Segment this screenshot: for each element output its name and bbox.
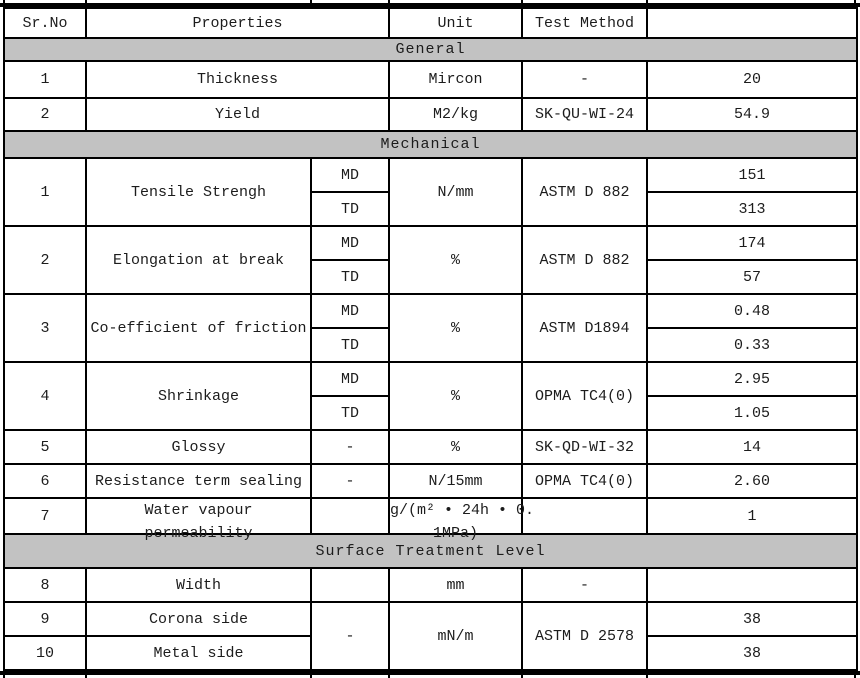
cell-property: Elongation at break: [86, 226, 311, 294]
table-row: [4, 226, 857, 260]
cell-value: 2.60: [647, 464, 857, 498]
grid-stub: [854, 0, 856, 3]
section-label-mechanical: Mechanical: [4, 131, 857, 158]
cell-test-method: -: [522, 568, 647, 602]
cell-test-method: SK-QU-WI-24: [522, 98, 647, 131]
grid-stub: [85, 0, 87, 3]
cell-sr-no: 4: [4, 362, 86, 430]
header-unit: Unit: [389, 8, 522, 38]
cell-direction-td: TD: [311, 396, 389, 430]
cell-value-td: 57: [647, 260, 857, 294]
cell-direction: -: [311, 430, 389, 464]
table-row: [4, 602, 857, 636]
section-label-general: General: [4, 38, 857, 61]
section-row-mechanical: [4, 131, 857, 158]
cell-direction-td: TD: [311, 328, 389, 362]
cell-sr-no: 1: [4, 158, 86, 226]
cell-value: 20: [647, 61, 857, 98]
cell-test-method: SK-QD-WI-32: [522, 430, 647, 464]
cell-value-md: 0.48: [647, 294, 857, 328]
table-row: [4, 464, 857, 498]
cell-unit: [389, 498, 535, 542]
section-row-surface: [4, 534, 857, 568]
cell-value: 54.9: [647, 98, 857, 131]
table-row: [4, 158, 857, 192]
cell-value-md: 174: [647, 226, 857, 260]
cell-value-td: 1.05: [647, 396, 857, 430]
section-label-surface: Surface Treatment Level: [4, 534, 857, 568]
header-properties: Properties: [86, 8, 389, 38]
grid-stub: [521, 0, 523, 3]
table-row: [4, 294, 857, 328]
cell-test-method: ASTM D 882: [522, 226, 647, 294]
cell-unit: M2/kg: [389, 98, 522, 131]
cell-direction-td: TD: [311, 260, 389, 294]
table-row: [4, 430, 857, 464]
cell-sr-no: 3: [4, 294, 86, 362]
cell-sr-no: 7: [4, 498, 86, 534]
grid-stub: [388, 0, 390, 3]
table-header-row: [4, 8, 857, 38]
cell-test-method: OPMA TC4(0): [522, 464, 647, 498]
cell-property: Resistance term sealing: [86, 464, 311, 498]
grid-stub: [3, 0, 5, 3]
cell-unit: %: [389, 294, 522, 362]
cell-property: Yield: [86, 98, 389, 131]
cell-unit: %: [389, 362, 522, 430]
property-line-2-clipped: permeability: [144, 525, 253, 542]
table-row: [4, 98, 857, 131]
cell-unit: N/mm: [389, 158, 522, 226]
cell-value: 14: [647, 430, 857, 464]
cell-test-method: ASTM D 2578: [522, 602, 647, 670]
cell-direction-md: MD: [311, 294, 389, 328]
cell-unit: mN/m: [389, 602, 522, 670]
header-sr-no: Sr.No: [4, 8, 86, 38]
cell-direction-md: MD: [311, 362, 389, 396]
header-value: [647, 8, 857, 38]
cell-property: Glossy: [86, 430, 311, 464]
cell-sr-no: 1: [4, 61, 86, 98]
section-row-general: [4, 38, 857, 61]
properties-table: [3, 7, 858, 671]
cell-value-md: 151: [647, 158, 857, 192]
cell-sr-no: 10: [4, 636, 86, 670]
cell-direction: -: [311, 464, 389, 498]
cell-direction: [311, 568, 389, 602]
cell-test-method: OPMA TC4(0): [522, 362, 647, 430]
cell-sr-no: 2: [4, 98, 86, 131]
unit-line-1: g/(m² • 24h • 0.: [390, 502, 535, 519]
cell-direction: -: [311, 602, 389, 670]
cell-sr-no: 9: [4, 602, 86, 636]
cell-test-method: ASTM D1894: [522, 294, 647, 362]
grid-stub: [646, 0, 648, 3]
cell-property: Width: [86, 568, 311, 602]
cell-value: 38: [647, 602, 857, 636]
cell-value-td: 313: [647, 192, 857, 226]
cell-property: Thickness: [86, 61, 389, 98]
cell-unit: Mircon: [389, 61, 522, 98]
cell-value: 38: [647, 636, 857, 670]
cell-property: [86, 498, 311, 542]
cell-direction-td: TD: [311, 192, 389, 226]
cell-sr-no: 8: [4, 568, 86, 602]
cell-test-method: [522, 498, 647, 534]
cell-sr-no: 6: [4, 464, 86, 498]
table-row: [4, 568, 857, 602]
cell-direction-md: MD: [311, 158, 389, 192]
table-row: [4, 498, 857, 534]
cell-sr-no: 2: [4, 226, 86, 294]
cell-unit: N/15mm: [389, 464, 522, 498]
table-row: [4, 61, 857, 98]
cell-value-td: 0.33: [647, 328, 857, 362]
cell-test-method: -: [522, 61, 647, 98]
cell-unit: mm: [389, 568, 522, 602]
unit-line-2-clipped: 1MPa): [433, 525, 479, 542]
cell-property: Tensile Strengh: [86, 158, 311, 226]
grid-stub: [310, 0, 312, 3]
cell-unit: %: [389, 226, 522, 294]
cell-property: Shrinkage: [86, 362, 311, 430]
property-line-1: Water vapour: [144, 502, 253, 519]
cell-property: Corona side: [86, 602, 311, 636]
cell-property: Metal side: [86, 636, 311, 670]
cell-value: [647, 568, 857, 602]
cell-sr-no: 5: [4, 430, 86, 464]
clipped-row-top: [0, 0, 860, 3]
cell-value: 1: [647, 498, 857, 534]
cell-property: Co-efficient of friction: [86, 294, 311, 362]
cell-unit: %: [389, 430, 522, 464]
header-test-method: Test Method: [522, 8, 647, 38]
cell-test-method: ASTM D 882: [522, 158, 647, 226]
cell-direction-md: MD: [311, 226, 389, 260]
cell-value-md: 2.95: [647, 362, 857, 396]
table-row: [4, 362, 857, 396]
cell-direction: [311, 498, 389, 534]
